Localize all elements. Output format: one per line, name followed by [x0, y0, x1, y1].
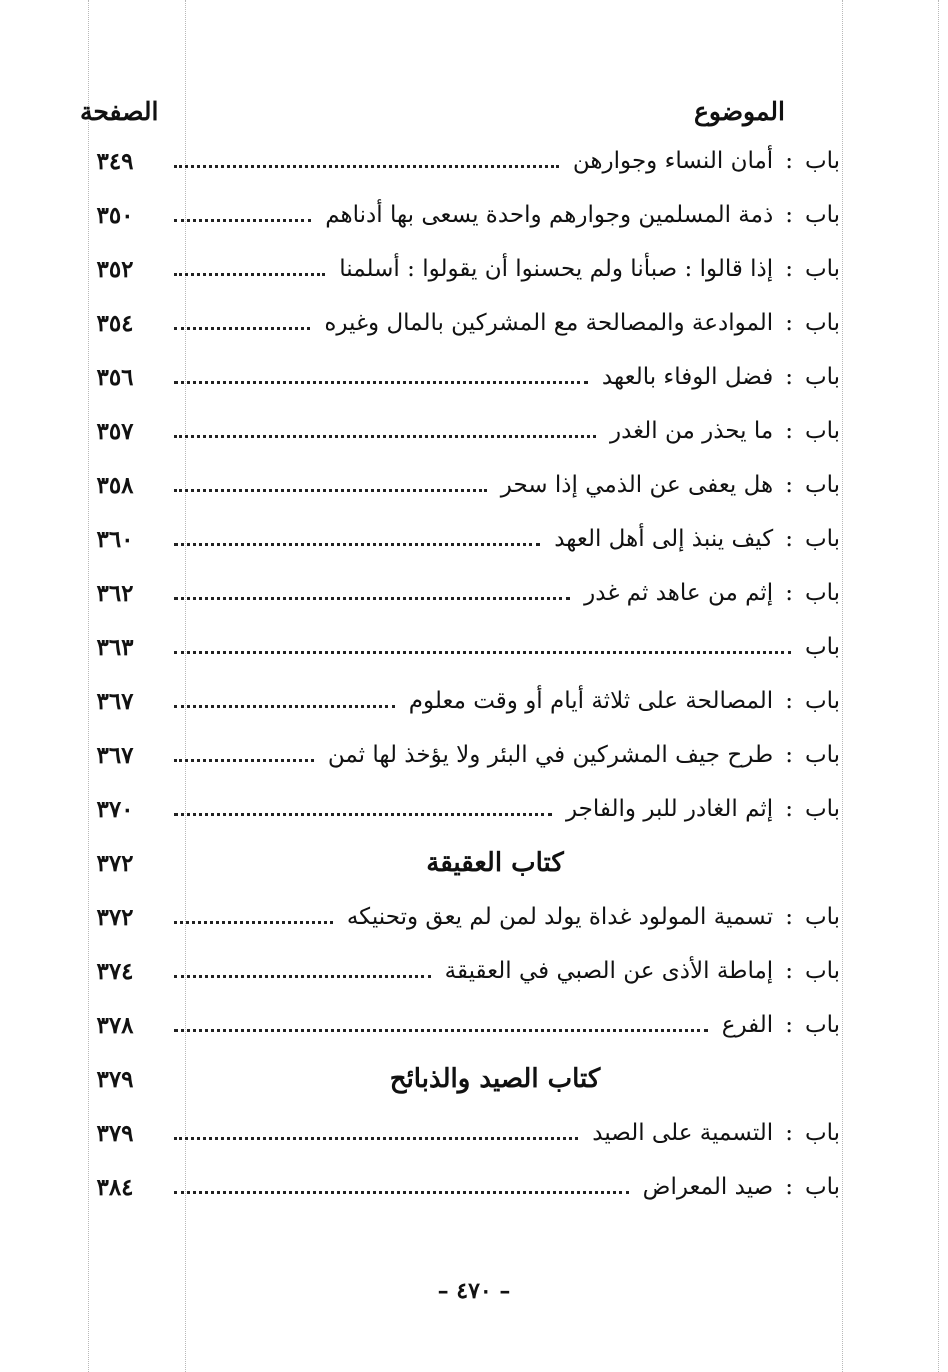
entry-label: [576, 579, 840, 606]
entry-label: [320, 741, 840, 768]
toc-entry: [80, 512, 840, 566]
entry-label: [714, 1011, 840, 1038]
toc-entry: [80, 998, 840, 1052]
toc-entry: [80, 1106, 840, 1160]
dot-leader: [174, 165, 559, 168]
section-heading: كتاب الصيد والذبائح: [389, 1064, 601, 1094]
entry-colon: :: [785, 363, 793, 390]
dot-leader: [174, 975, 431, 978]
toc-entry: [80, 134, 840, 188]
entry-label: [317, 201, 840, 228]
entry-page-number: ٣٧٢: [96, 849, 134, 877]
toc-entry: [80, 188, 840, 242]
toc-entry: [80, 404, 840, 458]
entry-title: إذا قالوا : صبأنا ولم يحسنوا أن يقولوا : أسلمنا: [339, 255, 774, 282]
entry-colon: :: [785, 147, 793, 174]
entry-prefix: باب: [804, 795, 840, 822]
entry-title: إماطة الأذى عن الصبي في العقيقة: [444, 957, 774, 984]
entry-prefix: باب: [804, 903, 840, 930]
dot-leader: [174, 1191, 629, 1194]
toc-entry: [80, 620, 840, 674]
toc-entry: [80, 458, 840, 512]
entry-colon: :: [785, 201, 793, 228]
entry-title: طرح جيف المشركين في البئر ولا يؤخذ لها ثمن: [327, 741, 774, 768]
dot-leader: [174, 705, 395, 708]
entry-title: الموادعة والمصالحة مع المشركين بالمال وغيره: [324, 309, 774, 336]
toc-list: [80, 134, 840, 1214]
entry-colon: :: [785, 1173, 793, 1200]
page-column-heading: الصفحة: [80, 97, 159, 126]
entry-page-number: ٣٦٧: [96, 687, 134, 715]
entry-page-number: ٣٥٠: [96, 201, 134, 229]
entry-colon: :: [785, 903, 793, 930]
entry-prefix: باب: [804, 255, 840, 282]
section-heading-row: [80, 1052, 840, 1106]
entry-prefix: باب: [804, 633, 840, 660]
entry-colon: :: [785, 1011, 793, 1038]
toc-header: [80, 78, 840, 126]
entry-colon: :: [785, 687, 793, 714]
entry-label: [339, 903, 840, 930]
entry-colon: :: [785, 471, 793, 498]
entry-colon: :: [785, 795, 793, 822]
entry-prefix: باب: [804, 1173, 840, 1200]
margin-guide-edge: [938, 0, 939, 1372]
entry-page-number: ٣٦٣: [96, 633, 134, 661]
entry-label: [797, 633, 840, 660]
entry-title: إثم من عاهد ثم غدر: [584, 579, 774, 606]
entry-page-number: ٣٦٢: [96, 579, 134, 607]
entry-title: إثم الغادر للبر والفاجر: [565, 795, 774, 822]
toc-entry: [80, 890, 840, 944]
entry-title: أمان النساء وجوارهن: [572, 147, 774, 174]
entry-page-number: ٣٥٦: [96, 363, 134, 391]
entry-label: [437, 957, 840, 984]
entry-label: [401, 687, 840, 714]
entry-title: هل يعفى عن الذمي إذا سحر: [500, 471, 774, 498]
dot-leader: [174, 651, 791, 654]
entry-page-number: ٣٥٧: [96, 417, 134, 445]
topic-column-heading: الموضوع: [694, 97, 785, 126]
entry-prefix: باب: [804, 579, 840, 606]
entry-colon: :: [785, 417, 793, 444]
entry-colon: :: [785, 525, 793, 552]
entry-colon: :: [785, 741, 793, 768]
entry-label: [316, 309, 840, 336]
entry-prefix: باب: [804, 417, 840, 444]
entry-prefix: باب: [804, 1011, 840, 1038]
toc-entry: [80, 242, 840, 296]
dot-leader: [174, 543, 540, 546]
entry-label: [635, 1173, 840, 1200]
entry-title: الفرع: [721, 1011, 774, 1038]
entry-label: [493, 471, 840, 498]
toc-entry: [80, 728, 840, 782]
toc-entry: [80, 674, 840, 728]
entry-page-number: ٣٤٩: [96, 147, 134, 175]
entry-colon: :: [785, 957, 793, 984]
entry-title: كيف ينبذ إلى أهل العهد: [554, 525, 774, 552]
section-heading: كتاب العقيقة: [426, 848, 564, 878]
entry-page-number: ٣٨٤: [96, 1173, 134, 1201]
entry-colon: :: [785, 255, 793, 282]
entry-page-number: ٣٥٨: [96, 471, 134, 499]
toc-entry: [80, 296, 840, 350]
dot-leader: [174, 759, 314, 762]
entry-page-number: ٣٧٩: [96, 1119, 134, 1147]
entry-label: [602, 417, 840, 444]
entry-title: فضل الوفاء بالعهد: [601, 363, 774, 390]
entry-page-number: ٣٧٠: [96, 795, 134, 823]
entry-prefix: باب: [804, 147, 840, 174]
entry-page-number: ٣٥٤: [96, 309, 134, 337]
margin-guide-right: [842, 0, 843, 1372]
dot-leader: [174, 273, 325, 276]
entry-prefix: باب: [804, 525, 840, 552]
dot-leader: [174, 1029, 708, 1032]
entry-label: [565, 147, 840, 174]
entry-title: ما يحذر من الغدر: [609, 417, 774, 444]
entry-title: تسمية المولود غداة يولد لمن لم يعق وتحنيكه: [346, 903, 774, 930]
entry-prefix: باب: [804, 363, 840, 390]
entry-page-number: ٣٧٤: [96, 957, 134, 985]
toc-entry: [80, 782, 840, 836]
entry-prefix: باب: [804, 309, 840, 336]
toc-entry: [80, 350, 840, 404]
toc-page: [80, 78, 840, 1214]
dot-leader: [174, 597, 570, 600]
entry-label: [331, 255, 840, 282]
dot-leader: [174, 435, 596, 438]
entry-title: ذمة المسلمين وجوارهم واحدة يسعى بها أدناهم: [325, 201, 774, 228]
entry-page-number: ٣٦٠: [96, 525, 134, 553]
entry-page-number: ٣٧٢: [96, 903, 134, 931]
toc-entry: [80, 944, 840, 998]
dot-leader: [174, 921, 333, 924]
section-heading-row: [80, 836, 840, 890]
dot-leader: [174, 381, 588, 384]
entry-prefix: باب: [804, 471, 840, 498]
entry-colon: :: [785, 579, 793, 606]
entry-colon: :: [785, 309, 793, 336]
entry-label: [584, 1119, 840, 1146]
entry-prefix: باب: [804, 687, 840, 714]
entry-prefix: باب: [804, 1119, 840, 1146]
entry-prefix: باب: [804, 201, 840, 228]
entry-page-number: ٣٥٢: [96, 255, 134, 283]
entry-label: [558, 795, 840, 822]
dot-leader: [174, 327, 310, 330]
dot-leader: [174, 489, 487, 492]
entry-title: صيد المعراض: [642, 1173, 774, 1200]
entry-prefix: باب: [804, 741, 840, 768]
dot-leader: [174, 813, 552, 816]
toc-entry: [80, 566, 840, 620]
dot-leader: [174, 219, 311, 222]
page-number: – ٤٧٠ –: [437, 1278, 511, 1304]
dot-leader: [174, 1137, 578, 1140]
entry-title: المصالحة على ثلاثة أيام أو وقت معلوم: [408, 687, 774, 714]
entry-page-number: ٣٦٧: [96, 741, 134, 769]
entry-page-number: ٣٧٨: [96, 1011, 134, 1039]
entry-prefix: باب: [804, 957, 840, 984]
entry-title: التسمية على الصيد: [592, 1119, 774, 1146]
entry-label: [594, 363, 840, 390]
entry-page-number: ٣٧٩: [96, 1065, 134, 1093]
toc-entry: [80, 1160, 840, 1214]
entry-colon: :: [785, 1119, 793, 1146]
entry-label: [546, 525, 840, 552]
